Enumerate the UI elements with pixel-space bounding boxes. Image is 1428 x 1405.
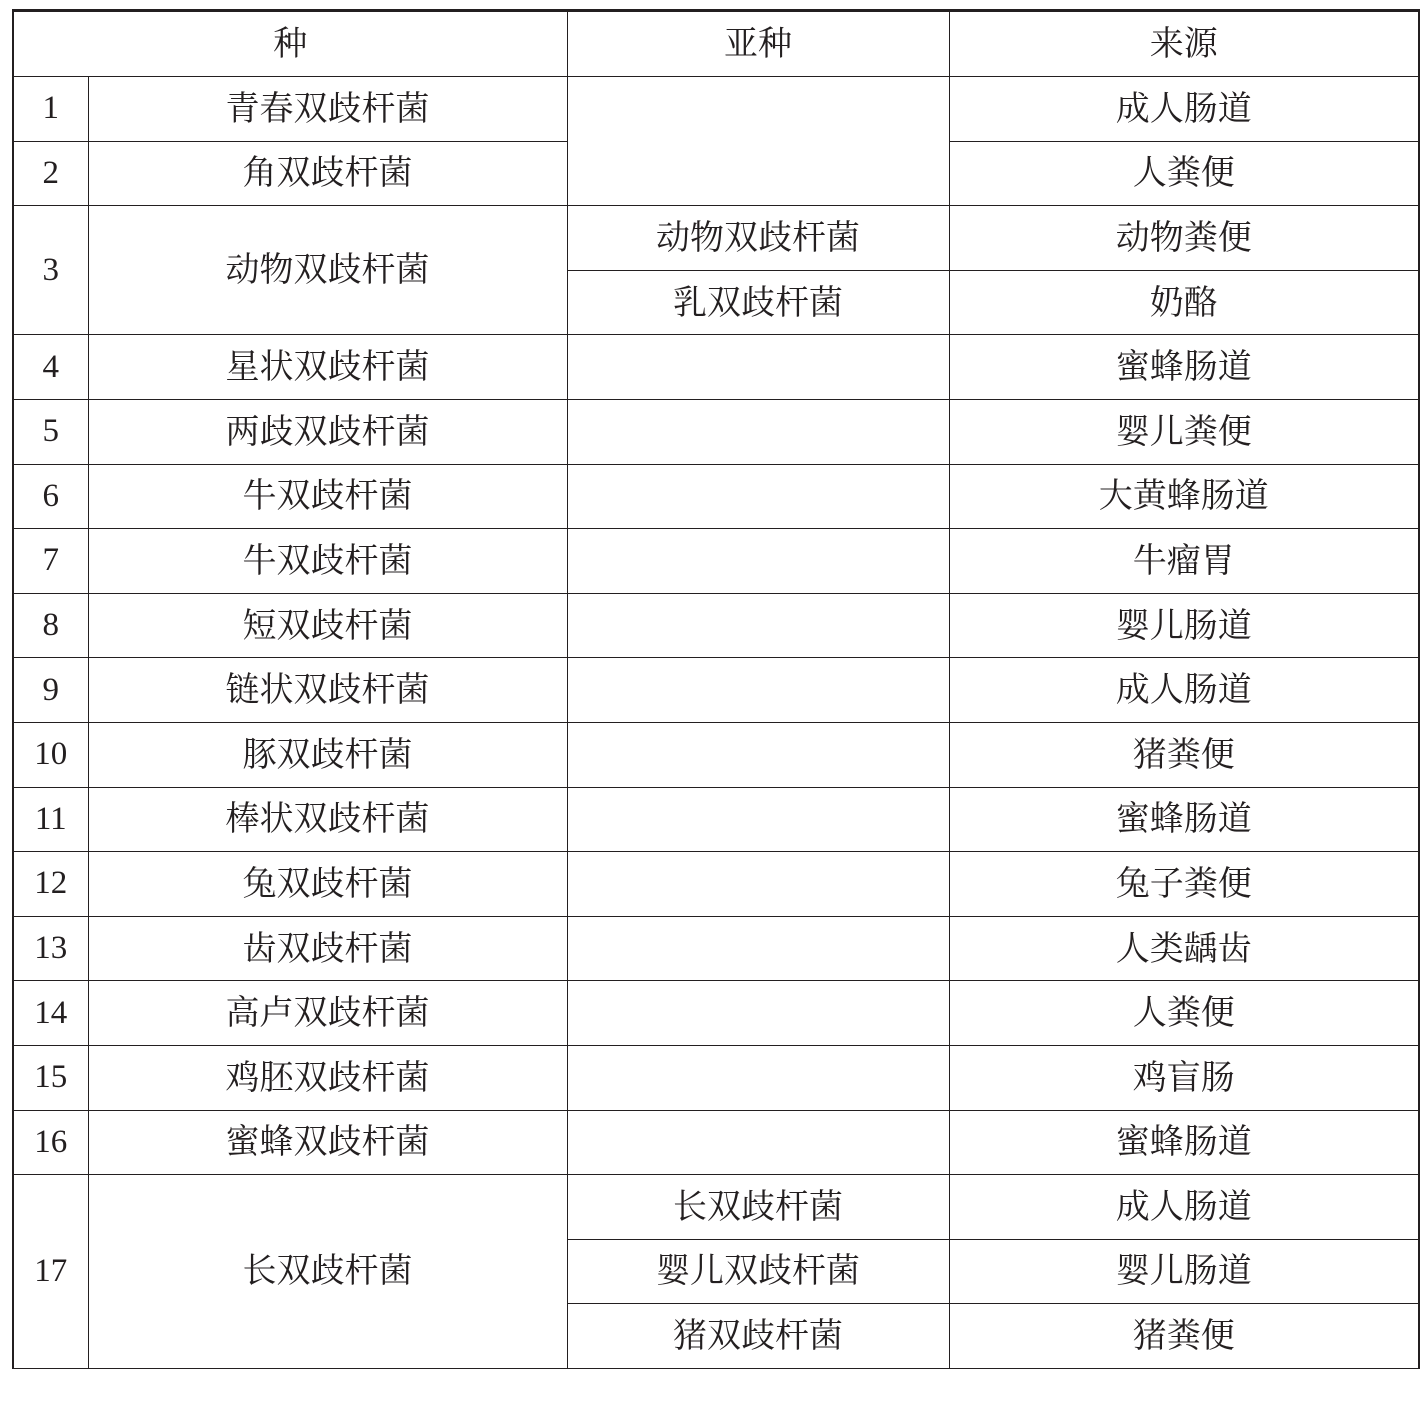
subspecies-cell <box>567 335 949 400</box>
table-row <box>13 1175 1419 1240</box>
source-cell: 猪粪便 <box>949 722 1419 787</box>
source-cell: 兔子粪便 <box>949 852 1419 917</box>
row-number: 13 <box>13 916 88 981</box>
source-cell: 人类龋齿 <box>949 916 1419 981</box>
subspecies-cell <box>567 787 949 852</box>
header-subspecies: 亚种 <box>567 11 949 77</box>
row-number: 7 <box>13 529 88 594</box>
subspecies-cell <box>567 464 949 529</box>
species-cell: 两歧双歧杆菌 <box>88 399 567 464</box>
table-body <box>13 11 1419 1369</box>
species-cell: 短双歧杆菌 <box>88 593 567 658</box>
row-number: 15 <box>13 1045 88 1110</box>
subspecies-cell <box>567 593 949 658</box>
table-row <box>13 1045 1419 1110</box>
row-number: 9 <box>13 658 88 723</box>
species-cell: 青春双歧杆菌 <box>88 77 567 142</box>
table-row <box>13 981 1419 1046</box>
table-row <box>13 593 1419 658</box>
table-row <box>13 787 1419 852</box>
species-cell: 兔双歧杆菌 <box>88 852 567 917</box>
table-row <box>13 1110 1419 1175</box>
source-cell: 婴儿肠道 <box>949 593 1419 658</box>
subspecies-cell <box>567 529 949 594</box>
header-row <box>13 11 1419 77</box>
row-number: 5 <box>13 399 88 464</box>
source-cell: 人粪便 <box>949 141 1419 206</box>
subspecies-cell <box>567 1045 949 1110</box>
source-cell: 成人肠道 <box>949 77 1419 142</box>
row-number: 10 <box>13 722 88 787</box>
table-row <box>13 206 1419 271</box>
source-cell: 蜜蜂肠道 <box>949 335 1419 400</box>
header-source: 来源 <box>949 11 1419 77</box>
subspecies-cell <box>567 1110 949 1175</box>
table-row <box>13 722 1419 787</box>
table-row <box>13 852 1419 917</box>
row-number: 2 <box>13 141 88 206</box>
species-cell: 长双歧杆菌 <box>88 1175 567 1369</box>
species-cell: 动物双歧杆菌 <box>88 206 567 335</box>
species-cell: 蜜蜂双歧杆菌 <box>88 1110 567 1175</box>
subspecies-cell <box>567 658 949 723</box>
subspecies-cell: 婴儿双歧杆菌 <box>567 1239 949 1304</box>
species-cell: 鸡胚双歧杆菌 <box>88 1045 567 1110</box>
subspecies-cell: 动物双歧杆菌 <box>567 206 949 271</box>
table-row <box>13 335 1419 400</box>
species-cell: 齿双歧杆菌 <box>88 916 567 981</box>
source-cell: 大黄蜂肠道 <box>949 464 1419 529</box>
subspecies-cell: 乳双歧杆菌 <box>567 270 949 335</box>
row-number: 14 <box>13 981 88 1046</box>
subspecies-cell <box>567 981 949 1046</box>
source-cell: 猪粪便 <box>949 1304 1419 1369</box>
table-row <box>13 399 1419 464</box>
table-row <box>13 916 1419 981</box>
species-cell: 牛双歧杆菌 <box>88 464 567 529</box>
table-row <box>13 658 1419 723</box>
species-cell: 棒状双歧杆菌 <box>88 787 567 852</box>
source-cell: 动物粪便 <box>949 206 1419 271</box>
source-cell: 婴儿肠道 <box>949 1239 1419 1304</box>
source-cell: 奶酪 <box>949 270 1419 335</box>
subspecies-cell: 猪双歧杆菌 <box>567 1304 949 1369</box>
source-cell: 鸡盲肠 <box>949 1045 1419 1110</box>
header-species: 种 <box>13 11 567 77</box>
row-number: 8 <box>13 593 88 658</box>
row-number: 4 <box>13 335 88 400</box>
bifidobacterium-table <box>12 9 1420 1369</box>
subspecies-cell <box>567 399 949 464</box>
source-cell: 成人肠道 <box>949 658 1419 723</box>
subspecies-cell <box>567 77 949 206</box>
source-cell: 牛瘤胃 <box>949 529 1419 594</box>
row-number: 11 <box>13 787 88 852</box>
subspecies-cell <box>567 852 949 917</box>
species-cell: 牛双歧杆菌 <box>88 529 567 594</box>
subspecies-cell: 长双歧杆菌 <box>567 1175 949 1240</box>
species-cell: 角双歧杆菌 <box>88 141 567 206</box>
table-row <box>13 77 1419 142</box>
source-cell: 成人肠道 <box>949 1175 1419 1240</box>
source-cell: 婴儿粪便 <box>949 399 1419 464</box>
table-row <box>13 464 1419 529</box>
table-row <box>13 529 1419 594</box>
row-number: 16 <box>13 1110 88 1175</box>
subspecies-cell <box>567 722 949 787</box>
species-cell: 豚双歧杆菌 <box>88 722 567 787</box>
row-number: 6 <box>13 464 88 529</box>
row-number: 12 <box>13 852 88 917</box>
row-number: 3 <box>13 206 88 335</box>
subspecies-cell <box>567 916 949 981</box>
source-cell: 蜜蜂肠道 <box>949 1110 1419 1175</box>
species-cell: 链状双歧杆菌 <box>88 658 567 723</box>
species-cell: 高卢双歧杆菌 <box>88 981 567 1046</box>
row-number: 1 <box>13 77 88 142</box>
row-number: 17 <box>13 1175 88 1369</box>
source-cell: 蜜蜂肠道 <box>949 787 1419 852</box>
species-cell: 星状双歧杆菌 <box>88 335 567 400</box>
source-cell: 人粪便 <box>949 981 1419 1046</box>
